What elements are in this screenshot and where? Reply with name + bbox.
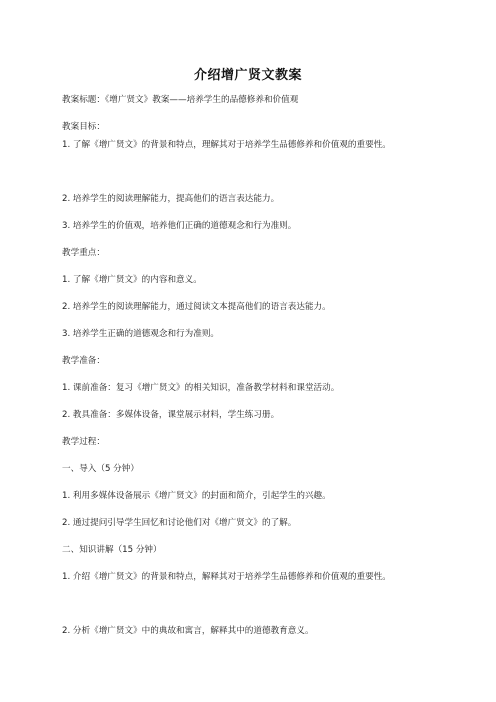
intro-step-1: 1. 利用多媒体设备展示《增广贤文》的封面和简介，引起学生的兴趣。 [62, 491, 331, 501]
section-heading-key-points: 教学重点： [62, 248, 105, 258]
section-heading-objectives: 教案目标： [62, 122, 105, 132]
section-heading-preparation: 教学准备： [62, 356, 105, 366]
intro-step-2: 2. 通过提问引导学生回忆和讨论他们对《增广贤文》的了解。 [62, 518, 297, 528]
preparation-item-2: 2. 教具准备：多媒体设备，课堂展示材料，学生练习册。 [62, 410, 280, 420]
document-title: 介绍增广贤文教案 [193, 68, 302, 83]
objective-item-3: 3. 培养学生的价值观，培养他们正确的道德观念和行为准则。 [62, 221, 297, 231]
objective-item-2: 2. 培养学生的阅读理解能力，提高他们的语言表达能力。 [62, 194, 280, 204]
section-heading-process: 教学过程： [62, 437, 105, 447]
objective-item-1: 1. 了解《增广贤文》的背景和特点，理解其对于培养学生品德修养和价值观的重要性。 [62, 140, 391, 150]
key-point-item-2: 2. 培养学生的阅读理解能力，通过阅读文本提高他们的语言表达能力。 [62, 302, 331, 312]
subsection-heading-explanation: 二、知识讲解（15 分钟） [62, 545, 162, 555]
lesson-plan-title: 教案标题：《增广贤文》教案——培养学生的品德修养和价值观 [62, 95, 299, 105]
subsection-heading-intro: 一、导入（5 分钟） [62, 464, 139, 474]
key-point-item-3: 3. 培养学生正确的道德观念和行为准则。 [62, 329, 220, 339]
explanation-step-2: 2. 分析《增广贤文》中的典故和寓言，解释其中的道德教育意义。 [62, 626, 314, 636]
explanation-step-1: 1. 介绍《增广贤文》的背景和特点，解释其对于培养学生品德修养和价值观的重要性。 [62, 572, 391, 582]
preparation-item-1: 1. 课前准备：复习《增广贤文》的相关知识，准备教学材料和课堂活动。 [62, 383, 340, 393]
key-point-item-1: 1. 了解《增广贤文》的内容和意义。 [62, 275, 202, 285]
